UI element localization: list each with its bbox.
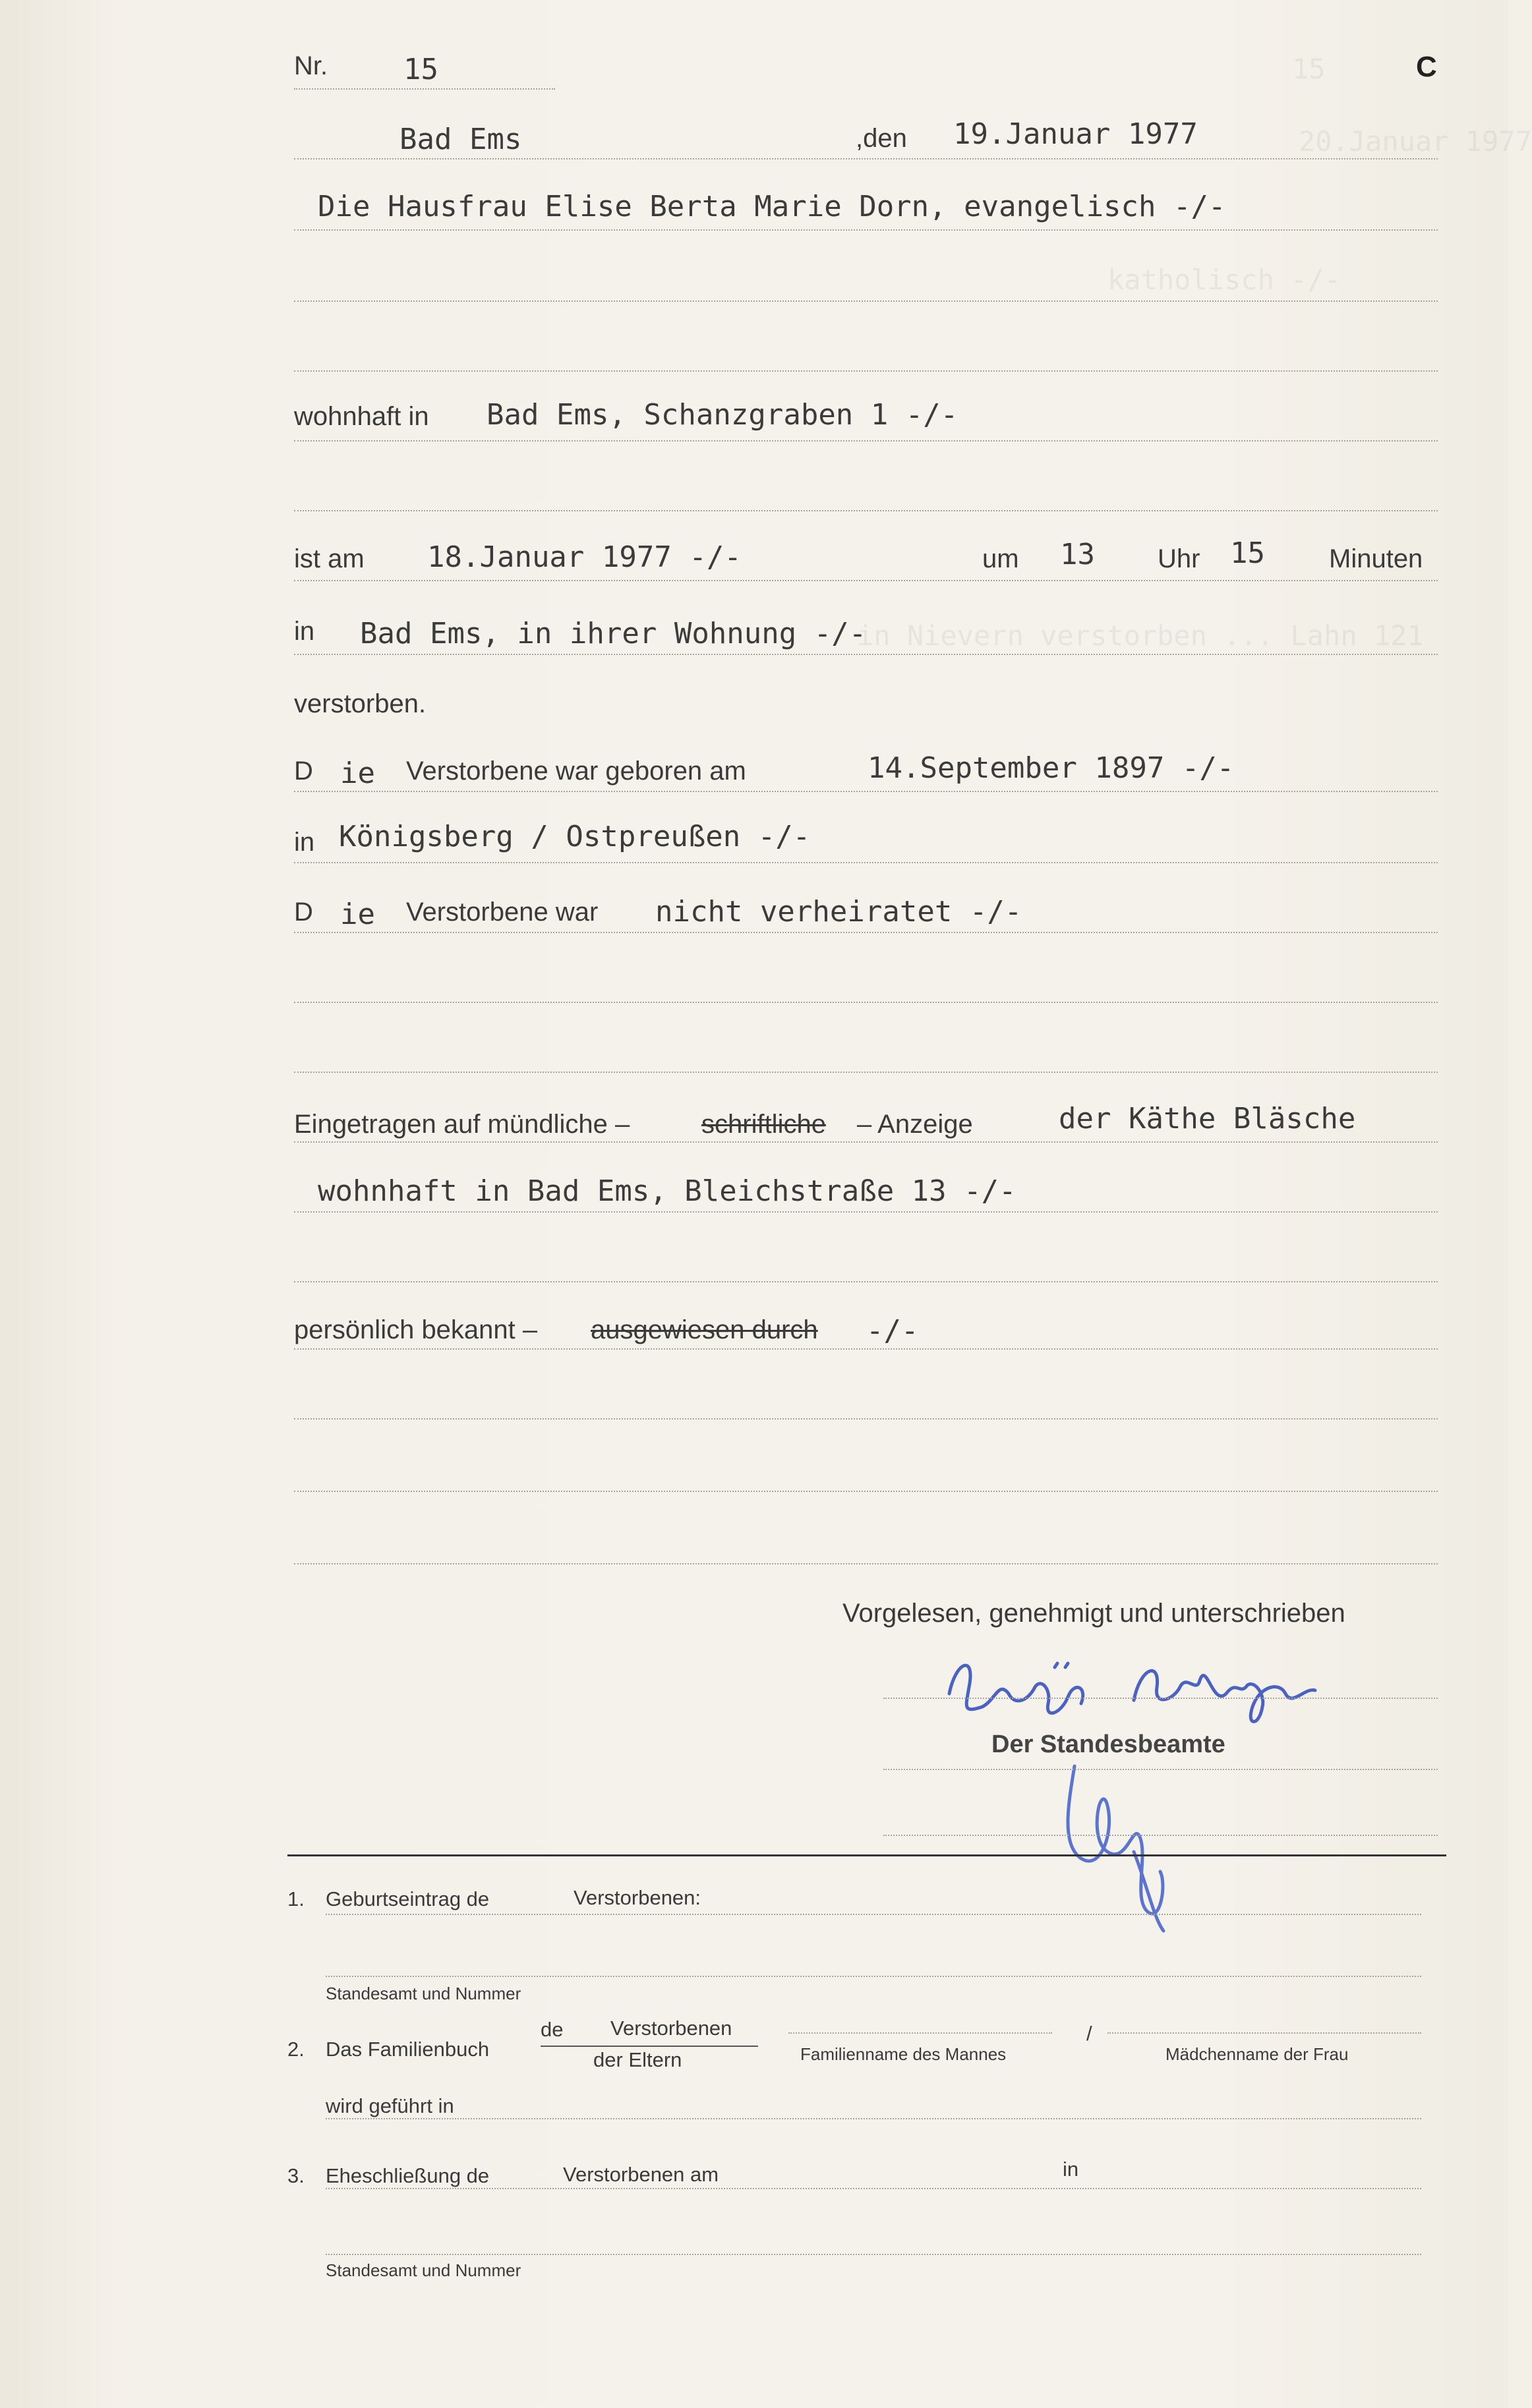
informant-address: wohnhaft in Bad Ems, Bleichstraße 13 -/- [318, 1174, 1016, 1208]
dotted-rule [1107, 2032, 1421, 2034]
d-label: D [294, 757, 313, 786]
dotted-rule [294, 791, 1438, 792]
dotted-rule [294, 1141, 1438, 1143]
dotted-rule [326, 2254, 1421, 2255]
bleed-through: katholisch -/- [1107, 264, 1341, 296]
footer-divider [287, 1854, 1446, 1856]
residence-label: wohnhaft in [294, 402, 429, 431]
identity-known: persönlich bekannt – [294, 1315, 538, 1344]
dotted-rule [294, 440, 1438, 442]
item2-husband-caption: Familienname des Mannes [800, 2044, 1007, 2064]
bleed-through: 15 [1292, 53, 1326, 85]
death-place: Bad Ems, in ihrer Wohnung -/- [360, 617, 867, 650]
dotted-rule [294, 1072, 1438, 1073]
dotted-rule [883, 1698, 1438, 1699]
corner-mark: C [1416, 51, 1437, 83]
registration-suffix: – Anzeige [857, 1110, 973, 1139]
d-typed: ie [340, 898, 375, 931]
informant-signature [936, 1641, 1398, 1736]
dotted-rule [294, 370, 1438, 372]
registrar-title: Der Standesbeamte [991, 1731, 1225, 1758]
verstorben-label: verstorben. [294, 689, 427, 718]
dotted-rule [294, 1348, 1438, 1350]
dotted-rule [294, 510, 1438, 511]
dotted-rule [326, 1914, 1421, 1915]
item2-label: Das Familienbuch [326, 2038, 490, 2061]
item3-in: in [1063, 2158, 1079, 2181]
dotted-rule [294, 1211, 1438, 1213]
birth-date: 14.September 1897 -/- [868, 751, 1235, 785]
item1-number: 1. [287, 1887, 305, 1910]
dotted-rule [326, 2188, 1421, 2189]
deceased-description: Die Hausfrau Elise Berta Marie Dorn, evangelisch -/- [318, 190, 1226, 223]
dotted-rule [294, 1491, 1438, 1492]
identity-dash: -/- [866, 1314, 919, 1348]
dotted-rule [883, 1835, 1438, 1836]
marital-status: nicht verheiratet -/- [655, 895, 1022, 929]
item2-eltern: der Eltern [593, 2048, 682, 2071]
dotted-rule [883, 1769, 1438, 1770]
fraction-bar [541, 2046, 758, 2047]
residence-value: Bad Ems, Schanzgraben 1 -/- [486, 398, 958, 432]
den-label: ,den [856, 124, 907, 153]
struck-ausgewiesen: ausgewiesen durch [591, 1315, 818, 1344]
document-date: 19.Januar 1977 [953, 117, 1198, 151]
item2-kept: wird geführt in [326, 2094, 454, 2117]
dotted-rule [294, 654, 1438, 655]
informant-name: der Käthe Bläsche [1059, 1102, 1356, 1135]
item3-typed: Verstorbenen am [563, 2163, 719, 2186]
dotted-rule [326, 2118, 1421, 2119]
registration-prefix: Eingetragen auf mündliche – [294, 1110, 630, 1139]
dotted-rule [294, 158, 1438, 159]
nr-label: Nr. [294, 51, 328, 80]
dotted-rule [294, 580, 1438, 581]
um-label: um [982, 544, 1019, 573]
item2-number: 2. [287, 2038, 305, 2061]
dotted-rule [294, 1281, 1438, 1282]
death-date: 18.Januar 1977 -/- [427, 540, 742, 574]
read-statement: Vorgelesen, genehmigt und unterschrieben [842, 1599, 1345, 1628]
dotted-rule [788, 2032, 1052, 2034]
minuten-label: Minuten [1329, 544, 1423, 573]
dotted-rule [294, 229, 1438, 231]
d-label: D [294, 898, 313, 927]
place-value: Bad Ems [399, 123, 522, 156]
dotted-rule [294, 1418, 1438, 1419]
item1-typed: Verstorbenen: [574, 1886, 701, 1909]
item1-caption: Standesamt und Nummer [326, 1984, 521, 2003]
bleed-through: 20.Januar 1977 [1299, 125, 1532, 158]
in-label: in [294, 617, 315, 646]
death-hour: 13 [1060, 538, 1095, 571]
item2-slash: / [1086, 2022, 1092, 2045]
item3-number: 3. [287, 2164, 305, 2187]
dotted-rule [294, 301, 1438, 302]
dotted-rule [294, 1563, 1438, 1564]
d-typed: ie [340, 757, 375, 790]
dotted-rule [294, 1002, 1438, 1003]
uhr-label: Uhr [1158, 544, 1200, 573]
dotted-rule [294, 862, 1438, 863]
item3-label: Eheschließung de [326, 2164, 490, 2187]
nr-value: 15 [403, 53, 438, 86]
marital-label: Verstorbene war [406, 898, 599, 927]
item2-de: de [541, 2018, 564, 2041]
ist-am-label: ist am [294, 544, 365, 573]
bleed-through: in Nievern verstorben ... Lahn 121 [857, 619, 1424, 652]
item3-caption: Standesamt und Nummer [326, 2260, 521, 2280]
dotted-rule [294, 932, 1438, 933]
birth-place: Königsberg / Ostpreußen -/- [339, 820, 811, 853]
death-minutes: 15 [1230, 536, 1265, 570]
item2-typed: Verstorbenen [610, 2017, 732, 2040]
birth-in-label: in [294, 828, 315, 857]
dotted-rule [294, 88, 555, 90]
born-label: Verstorbene war geboren am [406, 757, 746, 786]
item1-label: Geburtseintrag de [326, 1887, 490, 1910]
struck-schriftliche: schriftliche [701, 1110, 826, 1139]
item2-wife-caption: Mädchenname der Frau [1165, 2044, 1349, 2064]
dotted-rule [326, 1976, 1421, 1977]
